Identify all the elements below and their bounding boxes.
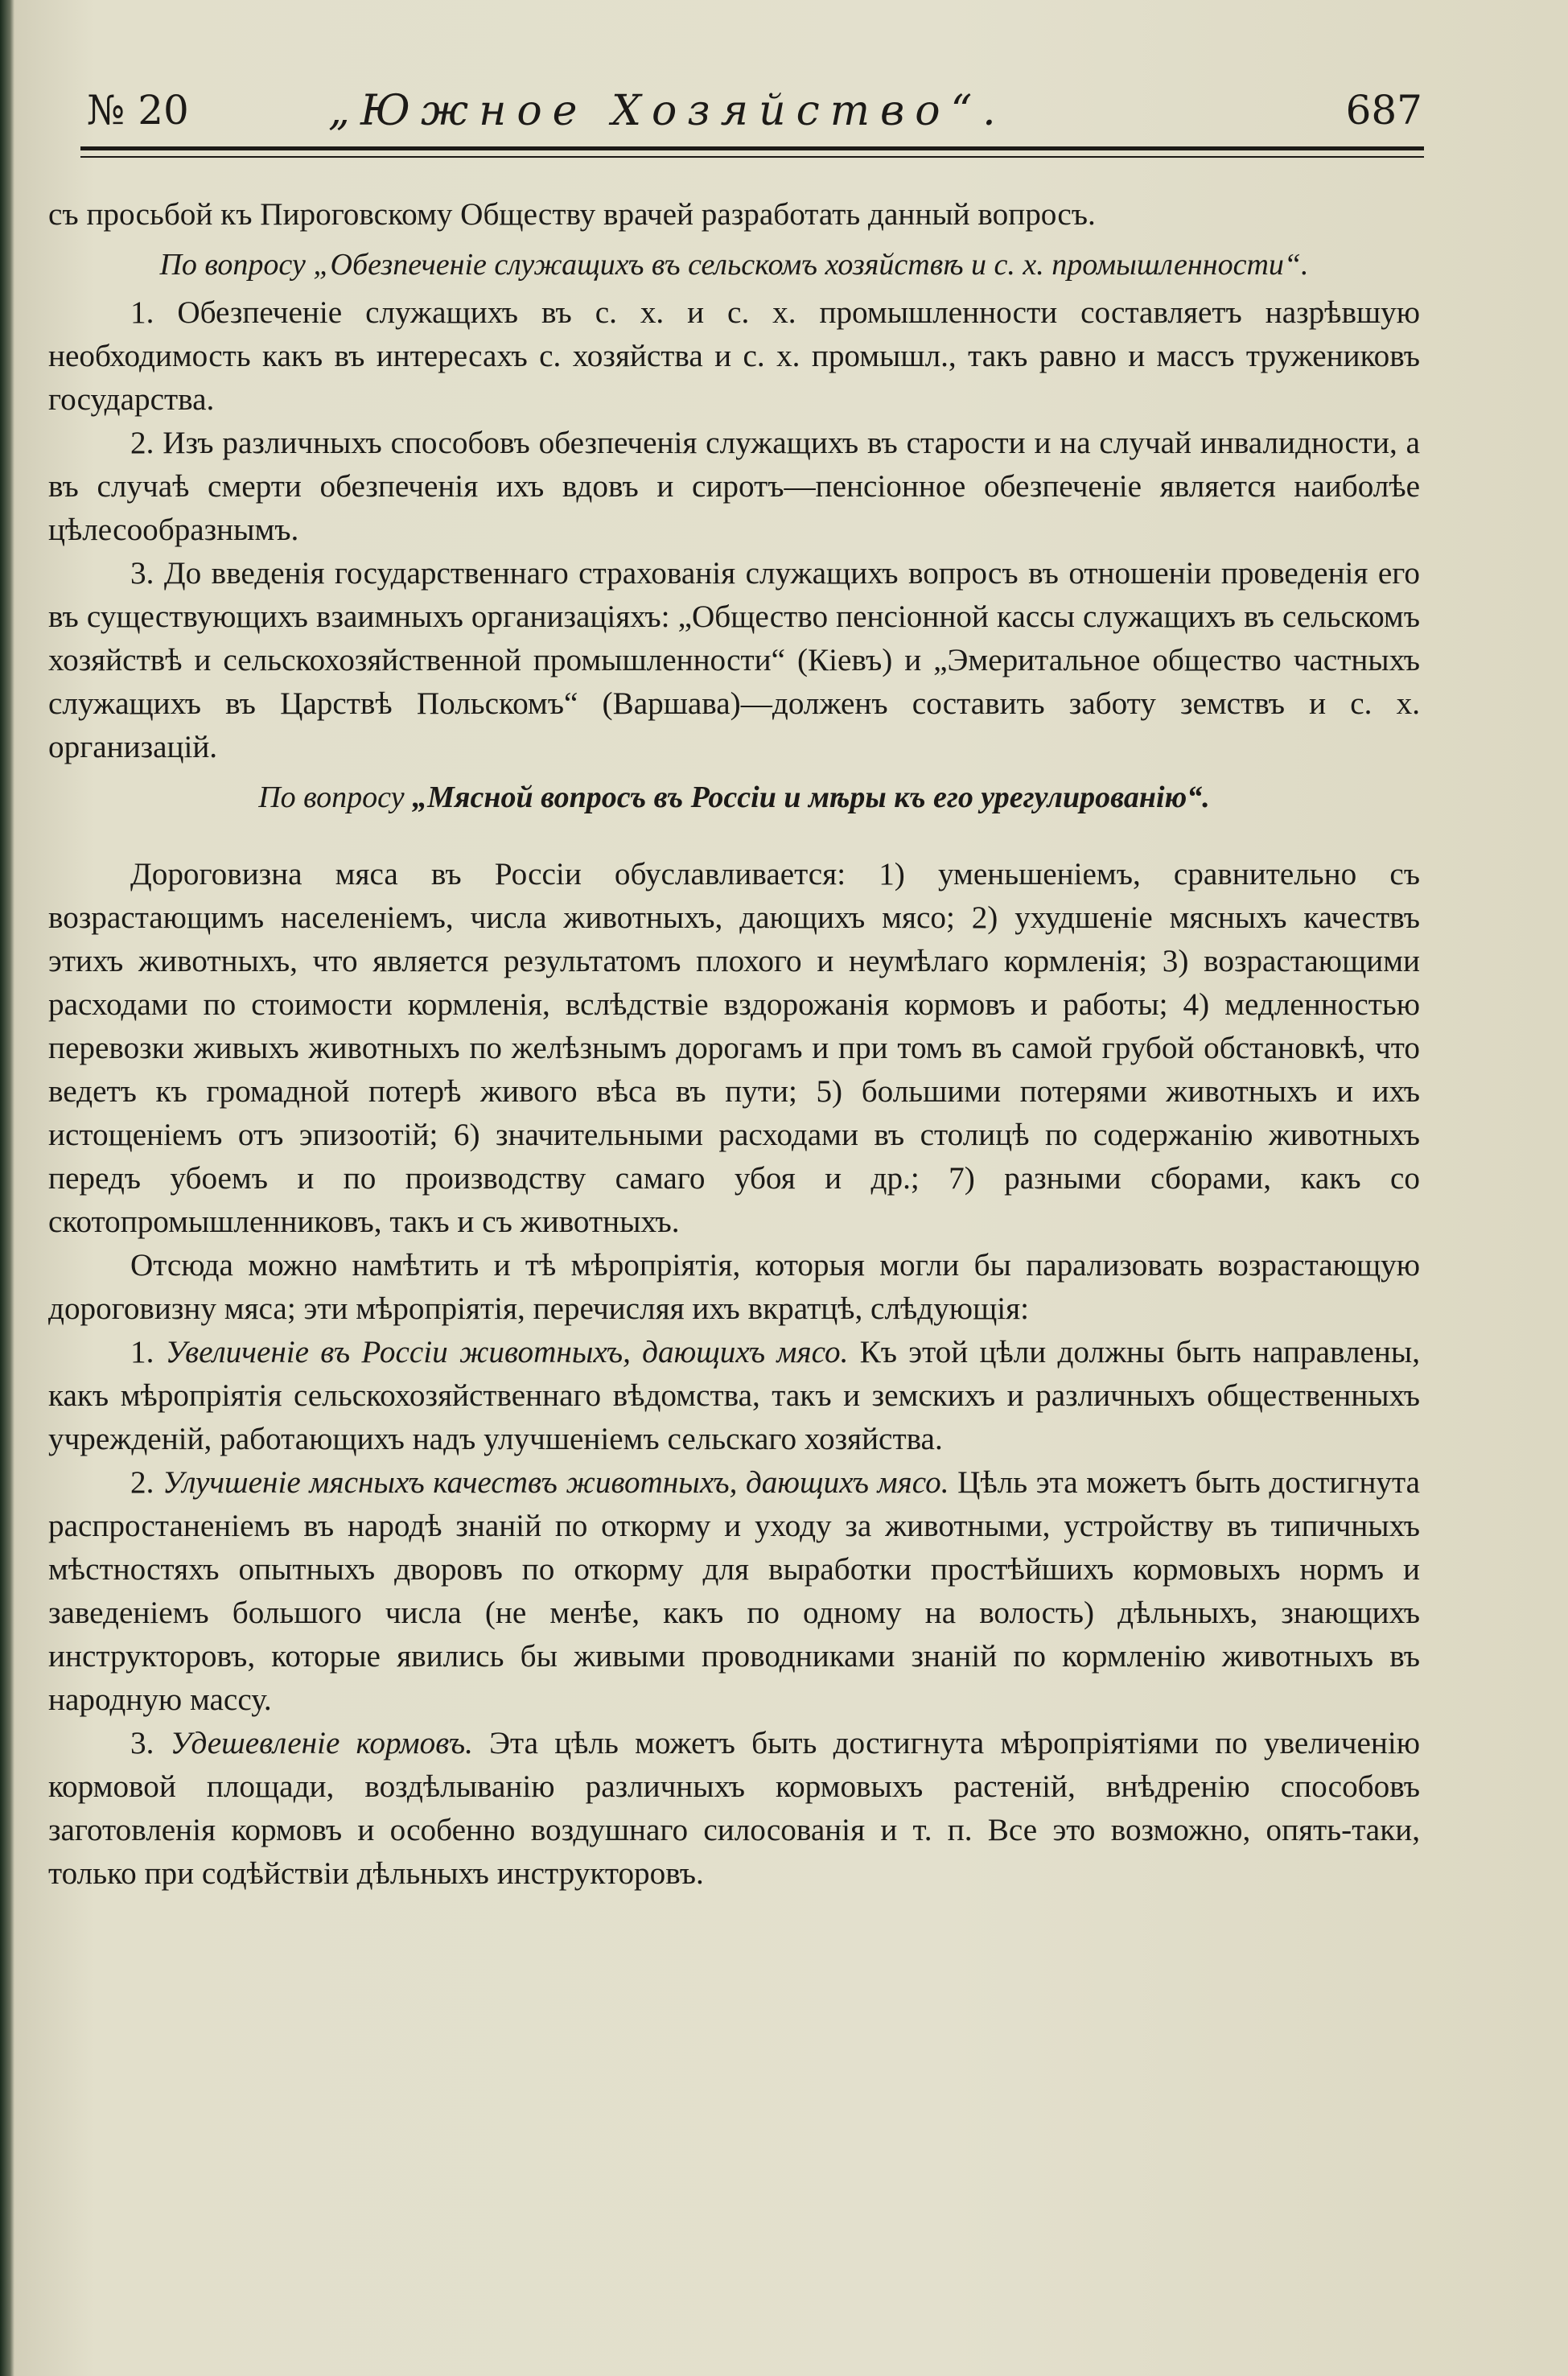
section-heading-meat bbox=[48, 777, 1420, 817]
heading-title: „Обезпеченіе служащихъ въ сельскомъ хозяйствѣ и с. х. промышленности“. bbox=[313, 248, 1309, 282]
header-rule-thick bbox=[80, 146, 1424, 150]
issue-number: № 20 bbox=[87, 87, 189, 134]
item-subheading: Удешевленіе кормовъ. bbox=[170, 1726, 473, 1760]
spacer bbox=[48, 824, 1420, 853]
heading-lead: По вопросу bbox=[258, 780, 405, 814]
header-rule-thin bbox=[80, 156, 1424, 158]
heading-lead: По вопросу bbox=[159, 248, 306, 282]
page-number: 687 bbox=[1345, 87, 1422, 134]
paragraph-6 bbox=[48, 1331, 1420, 1461]
journal-title: „Южное Хозяйство“. bbox=[328, 87, 1006, 135]
item-text: Къ этой цѣли должны быть направлены, какъ мѣропріятія сельскохозяйственнаго вѣдомства, такъ и земскихъ и различныхъ общественныхъ учрежденій, работающихъ надъ улучшеніемъ сельскаго хозяйства. bbox=[48, 1335, 1420, 1456]
paragraph-7 bbox=[48, 1461, 1420, 1722]
item-text: Эта цѣль можетъ быть достигнута мѣропріятіями по увеличенію кормовой площади, воздѣлыванію различныхъ кормовыхъ растеній, внѣдренію способовъ заготовленія кормовъ и особенно воздушнаго силосованія и т. п. Все это возможно, опять-таки, только при содѣйствіи дѣльныхъ инструкторовъ. bbox=[48, 1726, 1421, 1891]
paragraph-2: 2. Изъ различныхъ способовъ обезпеченія служащихъ въ старости и на случай инвалидности, а въ случаѣ смерти обезпеченія ихъ вдовъ и сиротъ—пенсіонное обезпеченіе является наиболѣе цѣлесообразнымъ. bbox=[48, 426, 1420, 547]
item-number: 2. bbox=[130, 1465, 154, 1500]
article-body bbox=[48, 193, 1420, 1896]
item-number: 1. bbox=[130, 1335, 154, 1369]
page-binding-edge bbox=[0, 0, 14, 2376]
item-subheading: Улучшеніе мясныхъ качествъ животныхъ, дающихъ мясо. bbox=[162, 1465, 949, 1500]
paragraph-1: 1. Обезпеченіе служащихъ въ с. х. и с. х. промышленности составляетъ назрѣвшую необходимость какъ въ интересахъ с. хозяйства и с. х. промышл., такъ равно и массъ тружениковъ государства. bbox=[48, 295, 1420, 417]
paragraph-8 bbox=[48, 1722, 1420, 1896]
paragraph-3: 3. До введенія государственнаго страхованія служащихъ вопросъ въ отношеніи проведенія его въ существующихъ взаимныхъ организаціяхъ: „Общество пенсіонной кассы служащихъ въ сельскомъ хозяйствѣ и сельскохозяйственной промышленности“ (Кіевъ) и „Эмеритальное общество частныхъ служащихъ въ Царствѣ Польскомъ“ (Варшава)—долженъ составить заботу земствъ и с. х. организацій. bbox=[48, 556, 1420, 764]
item-subheading: Увеличеніе въ Россіи животныхъ, дающихъ мясо. bbox=[165, 1335, 849, 1369]
paragraph-5: Отсюда можно намѣтить и тѣ мѣропріятія, которыя могли бы парализовать возрастающую дороговизну мяса; эти мѣропріятія, перечисляя ихъ вкратцѣ, слѣдующія: bbox=[48, 1248, 1420, 1326]
heading-title: „Мясной вопросъ въ Россіи и мѣры къ его урегулированію“. bbox=[412, 780, 1210, 814]
section-heading-pensions bbox=[48, 245, 1420, 285]
running-header bbox=[87, 87, 1422, 151]
item-text: Цѣль эта можетъ быть достигнута распростаненіемъ въ народѣ знаній по откорму и уходу за животными, устройству въ типичныхъ мѣстностяхъ опытныхъ дворовъ по откорму для выработки простѣйшихъ кормовыхъ нормъ и заведеніемъ большого числа (не менѣе, какъ по одному на волость) дѣльныхъ, знающихъ инструкторовъ, которые явились бы живыми проводниками знаній по кормленію животныхъ въ народную массу. bbox=[48, 1465, 1421, 1717]
item-number: 3. bbox=[130, 1726, 154, 1760]
paragraph-continuation: съ просьбой къ Пироговскому Обществу врачей разработать данный вопросъ. bbox=[48, 197, 1096, 232]
paragraph-4: Дороговизна мяса въ Россіи обуславливается: 1) уменьшеніемъ, сравнительно съ возрастающимъ населеніемъ, числа животныхъ, дающихъ мясо; 2) ухудшеніе мясныхъ качествъ этихъ животныхъ, что является результатомъ плохого и неумѣлаго кормленія; 3) возрастающими расходами по стоимости кормленія, вслѣдствіе вздорожанія кормовъ и работы; 4) медленностью перевозки живыхъ животныхъ по желѣзнымъ дорогамъ и при томъ въ самой грубой обстановкѣ, что ведетъ къ громадной потерѣ живого вѣса въ пути; 5) большими потерями животныхъ и ихъ истощеніемъ отъ эпизоотій; 6) значительными расходами въ столицѣ по содержанію животныхъ передъ убоемъ и по производству самаго убоя и др.; 7) разными сборами, какъ со скотопромышленниковъ, такъ и съ животныхъ. bbox=[48, 857, 1420, 1239]
